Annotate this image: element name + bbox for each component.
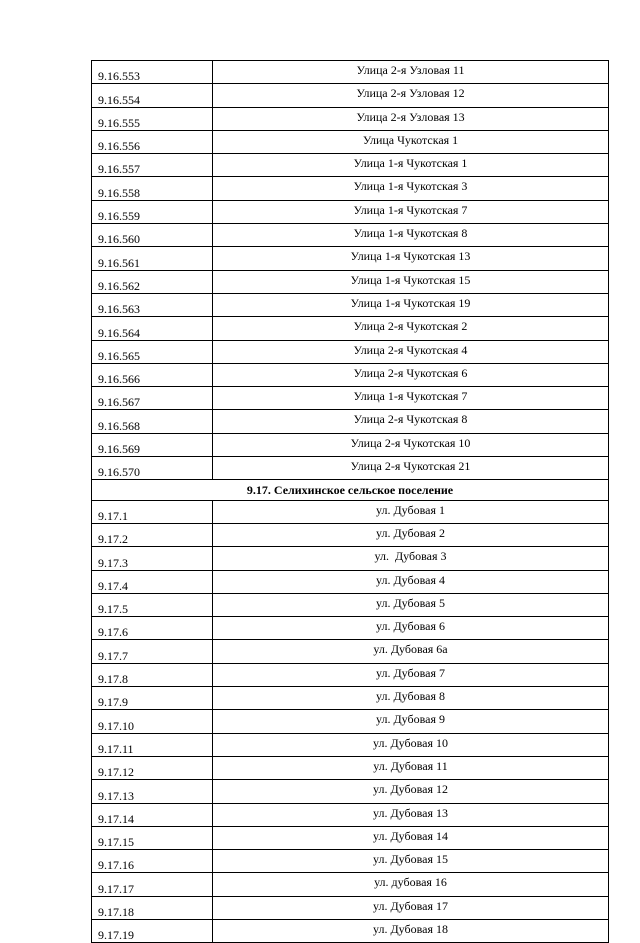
address-cell: ул. Дубовая 10 [213,733,609,756]
table-row [92,340,609,363]
row-number-cell: 9.17.5 [92,593,213,616]
row-number-cell: 9.17.12 [92,756,213,779]
row-number-cell: 9.17.18 [92,896,213,919]
address-cell: ул. Дубовая 6 [213,617,609,640]
address-cell: ул. Дубовая 6а [213,640,609,663]
row-number-cell: 9.16.565 [92,340,213,363]
row-number-cell: 9.16.553 [92,61,213,84]
row-number-cell: 9.17.14 [92,803,213,826]
table-row [92,410,609,433]
address-cell: Улица Чукотская 1 [213,130,609,153]
address-cell: ул. Дубовая 11 [213,756,609,779]
table-row [92,780,609,803]
row-number-cell: 9.16.558 [92,177,213,200]
table-row [92,523,609,546]
table-row [92,617,609,640]
row-number-cell: 9.17.10 [92,710,213,733]
row-number-cell: 9.16.560 [92,224,213,247]
row-number-cell: 9.17.3 [92,547,213,570]
row-number-cell: 9.17.16 [92,850,213,873]
table-row [92,803,609,826]
address-cell: Улица 2-я Чукотская 8 [213,410,609,433]
table-row [92,500,609,523]
section-row [92,480,609,500]
table-row [92,547,609,570]
address-table [91,60,609,943]
table-row [92,756,609,779]
row-number-cell: 9.16.568 [92,410,213,433]
table-row [92,919,609,942]
table-row [92,317,609,340]
table-row [92,130,609,153]
table-row [92,247,609,270]
table-row [92,733,609,756]
row-number-cell: 9.17.8 [92,663,213,686]
table-row [92,896,609,919]
address-table-body [92,61,609,943]
address-cell: Улица 1-я Чукотская 8 [213,224,609,247]
table-row [92,663,609,686]
row-number-cell: 9.16.566 [92,363,213,386]
table-row [92,224,609,247]
table-row [92,826,609,849]
table-row [92,570,609,593]
row-number-cell: 9.16.564 [92,317,213,340]
row-number-cell: 9.17.13 [92,780,213,803]
table-row [92,687,609,710]
address-cell: ул. Дубовая 9 [213,710,609,733]
address-cell: Улица 2-я Узловая 11 [213,61,609,84]
row-number-cell: 9.17.15 [92,826,213,849]
table-row [92,850,609,873]
address-cell: ул. Дубовая 8 [213,687,609,710]
address-cell: Улица 2-я Чукотская 2 [213,317,609,340]
address-cell: ул. Дубовая 7 [213,663,609,686]
table-row [92,640,609,663]
address-cell: Улица 1-я Чукотская 7 [213,387,609,410]
table-row [92,363,609,386]
address-cell: Улица 1-я Чукотская 13 [213,247,609,270]
section-title: 9.17. Селихинское сельское поселение [92,480,609,500]
address-cell: Улица 1-я Чукотская 3 [213,177,609,200]
table-row [92,200,609,223]
row-number-cell: 9.16.563 [92,293,213,316]
address-cell: ул. Дубовая 15 [213,850,609,873]
address-cell: ул. Дубовая 18 [213,919,609,942]
table-row [92,61,609,84]
table-row [92,293,609,316]
table-row [92,457,609,480]
address-cell: Улица 2-я Чукотская 4 [213,340,609,363]
address-cell: Улица 1-я Чукотская 15 [213,270,609,293]
address-cell: ул. Дубовая 3 [213,547,609,570]
address-cell: Улица 2-я Чукотская 6 [213,363,609,386]
table-row [92,84,609,107]
address-cell: ул. Дубовая 13 [213,803,609,826]
table-row [92,873,609,896]
address-cell: Улица 2-я Узловая 12 [213,84,609,107]
row-number-cell: 9.16.561 [92,247,213,270]
row-number-cell: 9.16.570 [92,457,213,480]
address-cell: ул. Дубовая 14 [213,826,609,849]
table-row [92,270,609,293]
row-number-cell: 9.17.2 [92,523,213,546]
row-number-cell: 9.17.6 [92,617,213,640]
row-number-cell: 9.16.554 [92,84,213,107]
row-number-cell: 9.17.17 [92,873,213,896]
address-cell: ул. Дубовая 5 [213,593,609,616]
address-cell: Улица 1-я Чукотская 1 [213,154,609,177]
table-row [92,177,609,200]
address-cell: Улица 2-я Узловая 13 [213,107,609,130]
row-number-cell: 9.17.19 [92,919,213,942]
row-number-cell: 9.17.1 [92,500,213,523]
address-cell: Улица 1-я Чукотская 7 [213,200,609,223]
row-number-cell: 9.16.567 [92,387,213,410]
address-cell: ул. Дубовая 17 [213,896,609,919]
table-row [92,107,609,130]
row-number-cell: 9.16.569 [92,433,213,456]
address-cell: Улица 2-я Чукотская 21 [213,457,609,480]
address-cell: ул. дубовая 16 [213,873,609,896]
row-number-cell: 9.16.556 [92,130,213,153]
row-number-cell: 9.17.11 [92,733,213,756]
address-cell: ул. Дубовая 1 [213,500,609,523]
row-number-cell: 9.17.9 [92,687,213,710]
address-cell: ул. Дубовая 4 [213,570,609,593]
table-row [92,593,609,616]
address-cell: ул. Дубовая 2 [213,523,609,546]
row-number-cell: 9.17.4 [92,570,213,593]
row-number-cell: 9.16.562 [92,270,213,293]
row-number-cell: 9.16.559 [92,200,213,223]
address-cell: Улица 2-я Чукотская 10 [213,433,609,456]
address-cell: Улица 1-я Чукотская 19 [213,293,609,316]
table-row [92,710,609,733]
row-number-cell: 9.17.7 [92,640,213,663]
table-row [92,433,609,456]
row-number-cell: 9.16.557 [92,154,213,177]
table-row [92,154,609,177]
row-number-cell: 9.16.555 [92,107,213,130]
address-cell: ул. Дубовая 12 [213,780,609,803]
table-row [92,387,609,410]
